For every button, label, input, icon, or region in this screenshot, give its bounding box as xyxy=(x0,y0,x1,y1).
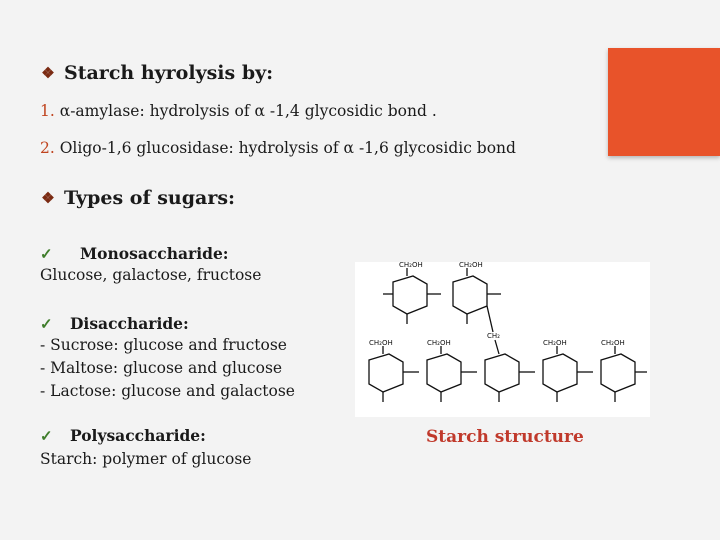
subheading-disaccharide xyxy=(40,314,189,333)
subheading-label: Disaccharide: xyxy=(69,314,189,333)
group-label: CH₂OH xyxy=(399,262,423,269)
diamond-bullet-icon: ❖ xyxy=(41,64,55,82)
glucose-ring xyxy=(601,346,647,402)
checkmark-icon: ✓ xyxy=(40,315,53,333)
list-number: 2. xyxy=(40,139,55,157)
group-label: CH₂OH xyxy=(543,339,567,347)
subheading-polysaccharide xyxy=(40,426,206,445)
body-text: - Sucrose: glucose and fructose xyxy=(40,336,287,354)
starch-structure-svg xyxy=(355,262,650,417)
branch-label: CH₂ xyxy=(487,332,500,340)
glucose-ring xyxy=(485,340,535,402)
body-text: - Maltose: glucose and glucose xyxy=(40,359,283,377)
starch-structure-diagram xyxy=(355,262,650,417)
accent-block xyxy=(608,48,720,156)
subheading-monosaccharide xyxy=(40,244,229,263)
section-heading-starch-hydrolysis xyxy=(40,62,273,84)
subheading-label: Polysaccharide: xyxy=(69,426,206,445)
figure-caption: Starch structure xyxy=(426,427,584,447)
checkmark-icon: ✓ xyxy=(40,245,53,263)
list-item xyxy=(40,102,437,120)
group-label: CH₂OH xyxy=(601,339,625,347)
body-text: Glucose, galactose, fructose xyxy=(40,266,262,284)
group-label: CH₂OH xyxy=(427,339,451,347)
glucose-ring xyxy=(453,268,501,332)
checkmark-icon: ✓ xyxy=(40,427,53,445)
list-text: Oligo-1,6 glucosidase: hydrolysis of α -1,6 glycosidic bond xyxy=(54,139,516,157)
section-title: Starch hyrolysis by: xyxy=(64,62,274,84)
body-text: - Lactose: glucose and galactose xyxy=(40,382,295,400)
glucose-ring xyxy=(383,268,441,324)
glucose-ring xyxy=(427,346,477,402)
list-item xyxy=(40,139,516,157)
list-number: 1. xyxy=(40,102,55,120)
section-title: Types of sugars: xyxy=(64,187,236,209)
list-text: α-amylase: hydrolysis of α -1,4 glycosidic bond . xyxy=(54,102,437,120)
group-label: CH₂OH xyxy=(369,339,393,347)
diamond-bullet-icon: ❖ xyxy=(41,189,55,207)
group-label: CH₂OH xyxy=(459,262,483,269)
glucose-ring xyxy=(543,346,593,402)
body-text: Starch: polymer of glucose xyxy=(40,450,252,468)
subheading-label: Monosaccharide: xyxy=(79,244,229,263)
glucose-ring xyxy=(369,346,419,402)
section-heading-types-of-sugars xyxy=(40,187,235,209)
